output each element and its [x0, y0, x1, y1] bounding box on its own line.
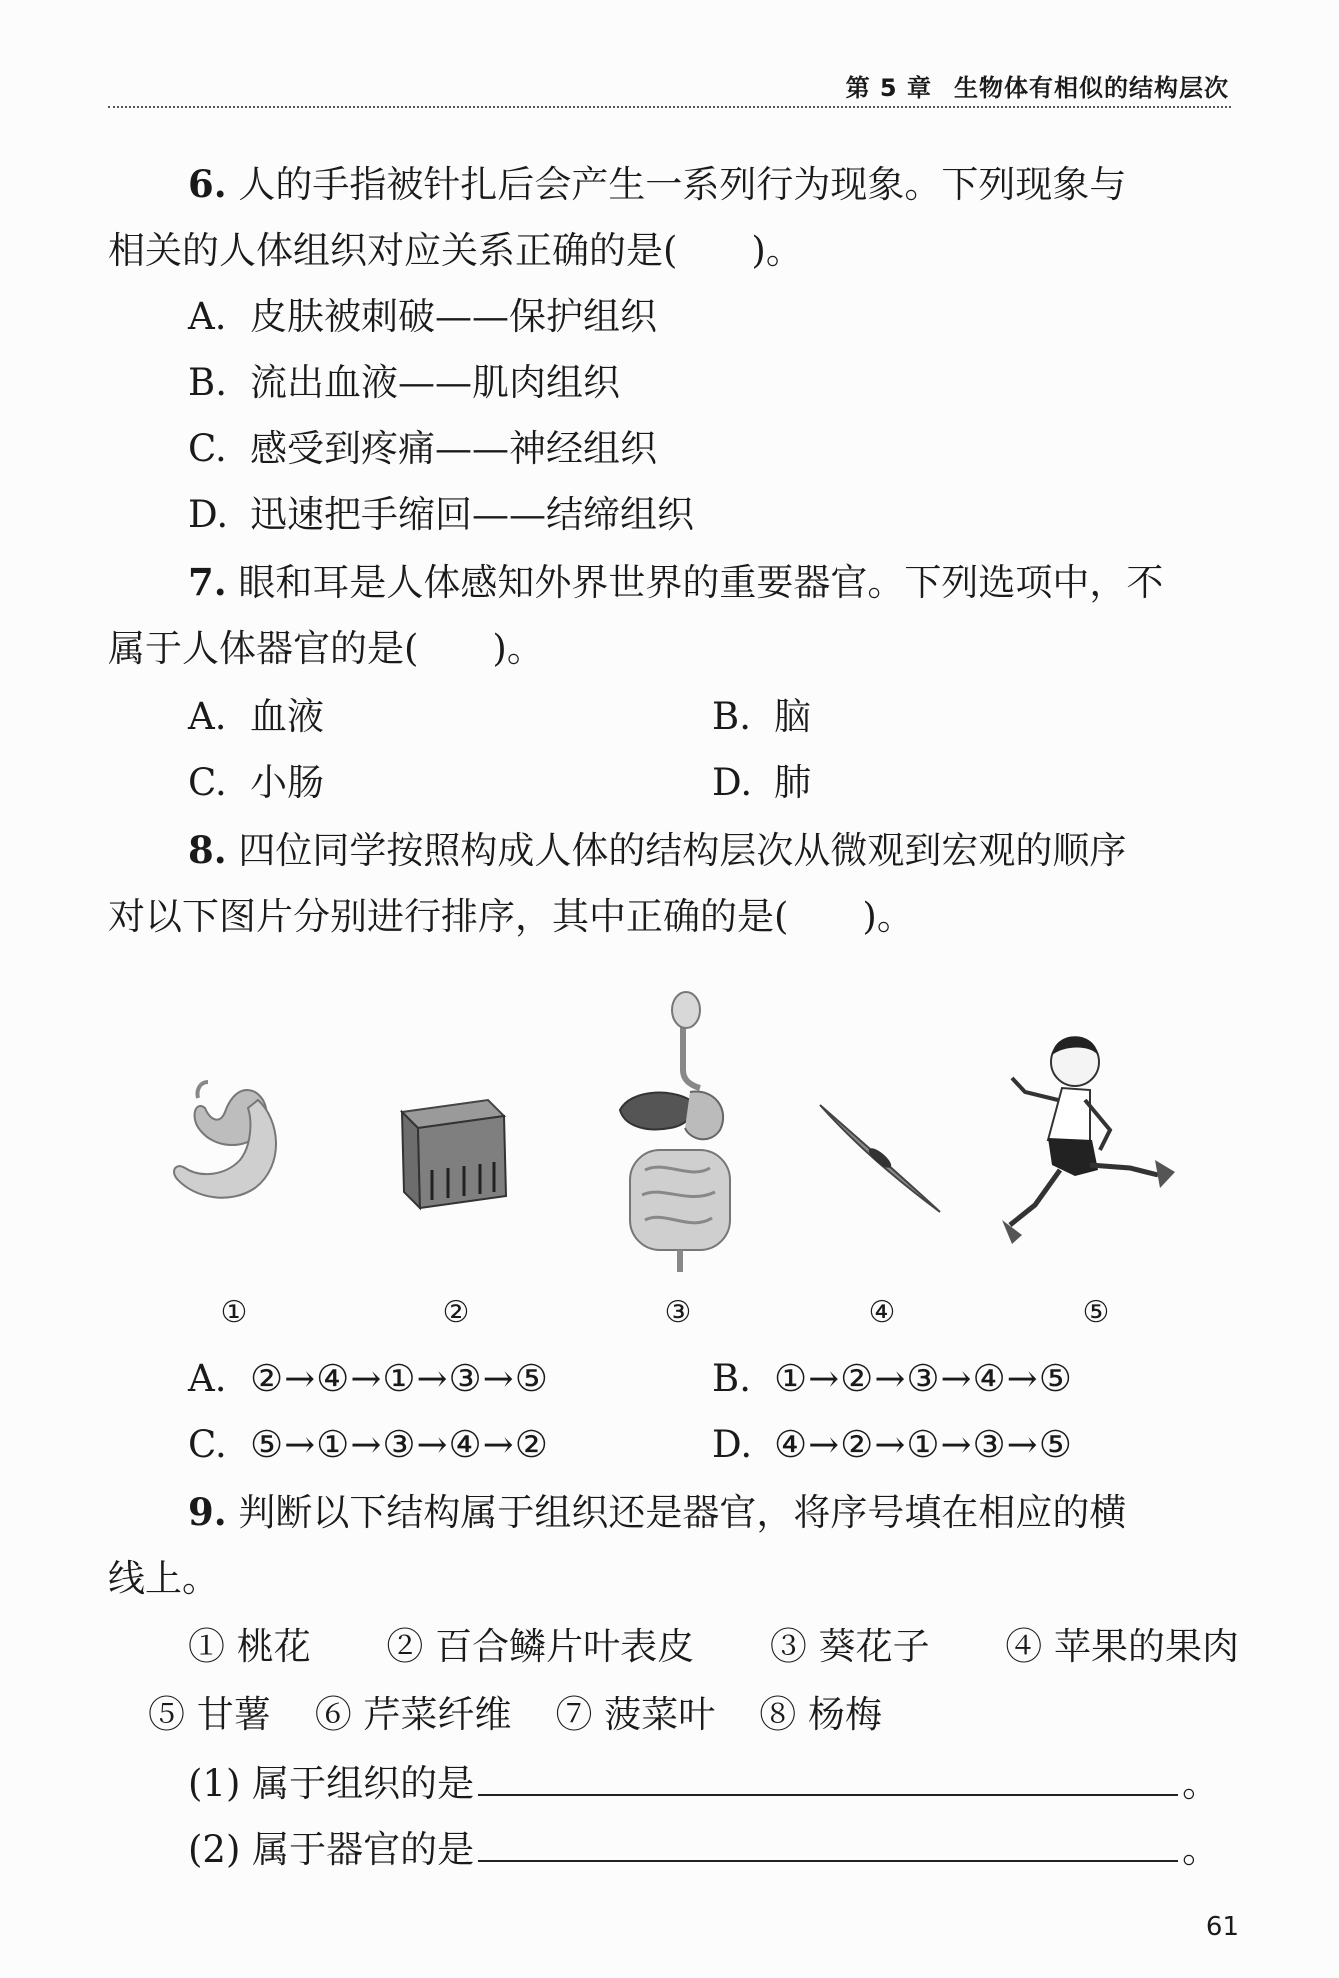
q7-option-b: B. 脑: [712, 695, 811, 738]
figure-label-4: ④: [868, 1295, 896, 1330]
chapter-number: 第 5 章: [845, 74, 932, 102]
figure-label-5: ⑤: [1082, 1295, 1110, 1330]
q6-number: 6.: [188, 162, 227, 206]
stomach-figure: [174, 1082, 276, 1198]
q6-line2: 相关的人体组织对应关系正确的是( )。: [108, 229, 803, 272]
header-dotted-rule: [108, 106, 1231, 108]
q9-item-4: ④ 苹果的果肉: [1005, 1625, 1239, 1668]
q7-option-c: C. 小肠: [188, 761, 324, 804]
q8-option-c: C. ⑤→①→③→④→②: [188, 1423, 549, 1466]
chapter-title: 生物体有相似的结构层次: [954, 74, 1229, 102]
q9-item-2: ② 百合鳞片叶表皮: [386, 1625, 695, 1668]
muscle-tissue-figure: [402, 1100, 506, 1208]
q9-item-7: ⑦ 菠菜叶: [555, 1693, 716, 1736]
q8-option-d: D. ④→②→①→③→⑤: [712, 1423, 1073, 1466]
q7-option-d: D. 肺: [712, 761, 811, 804]
muscle-cell-figure: [820, 1105, 940, 1212]
figure-label-3: ③: [664, 1295, 692, 1330]
q7-line2: 属于人体器官的是( )。: [108, 627, 544, 670]
q7-option-a: A. 血液: [188, 695, 324, 738]
running-boy-figure: [1002, 1036, 1175, 1244]
q7-line1: [188, 560, 1239, 604]
q9-number: 9.: [188, 1490, 227, 1534]
q6-option-a: A. 皮肤被刺破——保护组织: [188, 295, 657, 338]
page-header: [846, 68, 1229, 103]
q9-sub1: (1) 属于组织的是 。: [188, 1762, 1220, 1805]
q9-items-row2: [148, 1693, 1239, 1736]
q9-item-1: ① 桃花: [188, 1625, 311, 1668]
q9-items-row1: [188, 1625, 1239, 1668]
digestive-system-figure: [620, 992, 730, 1272]
q6-option-d: D. 迅速把手缩回——结缔组织: [188, 493, 694, 536]
q9-item-3: ③ 葵花子: [769, 1625, 930, 1668]
figure-label-2: ②: [442, 1295, 470, 1330]
q6-option-b: B. 流出血液——肌肉组织: [188, 361, 620, 404]
q9-sub2: (2) 属于器官的是 。: [188, 1828, 1220, 1871]
q6-option-c: C. 感受到疼痛——神经组织: [188, 427, 657, 470]
q9-item-5: ⑤ 甘薯: [148, 1693, 271, 1736]
q6-stem-1: 人的手指被针扎后会产生一系列行为现象。下列现象与: [238, 163, 1127, 206]
q8-option-a: A. ②→④→①→③→⑤: [188, 1357, 549, 1400]
q9-item-6: ⑥ 芹菜纤维: [314, 1693, 512, 1736]
q9-line2: 线上。: [108, 1557, 219, 1600]
q9-organ-answer-blank[interactable]: [478, 1830, 1178, 1862]
q8-number: 8.: [188, 828, 227, 872]
q7-stem-1: 眼和耳是人体感知外界世界的重要器官。下列选项中，不: [238, 561, 1164, 604]
figure-label-1: ①: [220, 1295, 248, 1330]
q9-tissue-answer-blank[interactable]: [478, 1764, 1178, 1796]
q9-line1: [188, 1490, 1239, 1534]
q8-option-b: B. ①→②→③→④→⑤: [712, 1357, 1073, 1400]
page-number: 61: [1205, 1912, 1239, 1942]
q7-number: 7.: [188, 560, 227, 604]
q9-stem-1: 判断以下结构属于组织还是器官，将序号填在相应的横: [238, 1491, 1127, 1534]
q8-stem-1: 四位同学按照构成人体的结构层次从微观到宏观的顺序: [238, 829, 1127, 872]
q8-line1: [188, 828, 1239, 872]
q9-item-8: ⑧ 杨梅: [759, 1693, 883, 1736]
q6-line1: [188, 162, 1239, 206]
q8-line2: 对以下图片分别进行排序，其中正确的是( )。: [108, 895, 914, 938]
